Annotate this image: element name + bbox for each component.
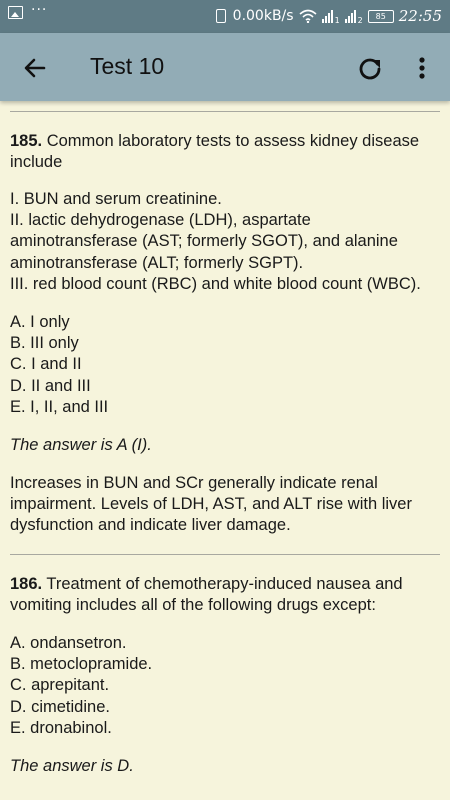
option-item: A. I only xyxy=(10,313,70,332)
wifi-icon xyxy=(299,9,317,23)
option-item: E. dronabinol. xyxy=(10,718,112,737)
vibrate-icon xyxy=(216,9,226,23)
question-stem: Common laboratory tests to assess kidney disease include xyxy=(10,132,420,171)
question-card xyxy=(10,131,440,536)
page-title: Test 10 xyxy=(90,53,165,79)
question-list xyxy=(10,101,440,777)
option-item: A. ondansetron. xyxy=(10,634,127,653)
divider xyxy=(10,554,440,555)
more-notifications-icon: ··· xyxy=(31,1,48,18)
question-stem: Treatment of chemotherapy-induced nausea and vomiting includes all of the following drugs except: xyxy=(10,575,403,615)
status-bar xyxy=(0,0,450,33)
back-arrow-icon[interactable] xyxy=(18,51,52,85)
app-bar xyxy=(0,33,450,101)
network-speed: 0.00kB/s xyxy=(232,8,294,24)
answer-text: The answer is D. xyxy=(10,757,134,776)
question-text xyxy=(10,574,440,616)
clock: 22:55 xyxy=(398,7,442,25)
refresh-icon[interactable] xyxy=(354,52,386,84)
more-vert-icon[interactable] xyxy=(410,52,434,84)
statement-list xyxy=(10,189,440,295)
answer-text: The answer is A (I). xyxy=(10,436,152,455)
signal-sim1-icon xyxy=(322,10,333,23)
statement-item: II. lactic dehydrogenase (LDH), aspartate aminotransferase (AST; formerly SGOT), and alanine aminotransferase (ALT; formerly SGPT). xyxy=(10,211,398,272)
statement-item: I. BUN and serum creatinine. xyxy=(10,190,222,208)
signal-sim2-icon xyxy=(345,10,356,23)
explanation-text: Increases in BUN and SCr generally indicate renal impairment. Levels of LDH, AST, and ALT rise with liver dysfunction and indicate liver damage. xyxy=(10,474,412,535)
option-list xyxy=(10,312,440,418)
question-text xyxy=(10,131,440,173)
gallery-notification-icon xyxy=(8,6,23,19)
option-item: C. aprepitant. xyxy=(10,676,110,695)
question-card xyxy=(10,574,440,777)
divider xyxy=(10,111,440,112)
battery-icon: 85 xyxy=(368,10,394,23)
option-item: B. III only xyxy=(10,334,79,353)
option-item: E. I, II, and III xyxy=(10,397,109,416)
option-item: D. II and III xyxy=(10,376,91,395)
option-list xyxy=(10,633,440,739)
question-number: 186. xyxy=(10,575,43,594)
option-item: D. cimetidine. xyxy=(10,697,110,716)
statement-item: III. red blood count (RBC) and white blood count (WBC). xyxy=(10,274,421,293)
question-number: 185. xyxy=(10,132,43,150)
option-item: B. metoclopramide. xyxy=(10,655,153,674)
sim2-label: 2 xyxy=(357,15,363,25)
option-item: C. I and II xyxy=(10,355,82,374)
sim1-label: 1 xyxy=(334,15,340,25)
